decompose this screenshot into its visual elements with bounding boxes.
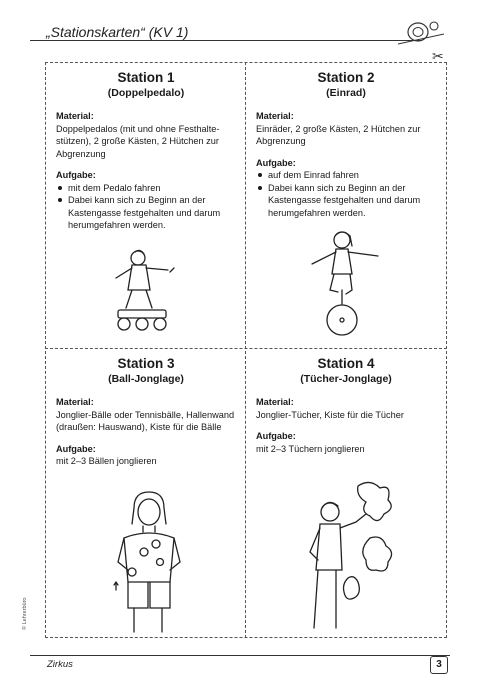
- card-subtitle: (Ball-Jonglage): [108, 373, 184, 385]
- material-text: Einräder, 2 große Kästen, 2 Hütchen zur Abgrenzung: [256, 123, 421, 146]
- copyright-note: © Lehrerbüro: [22, 597, 28, 630]
- pedalo-illustration: [108, 248, 188, 338]
- circus-logo-icon: [396, 14, 446, 48]
- ball-juggling-illustration: [104, 490, 194, 635]
- task-item: mit dem Pedalo fahren: [68, 182, 236, 195]
- task-label: Aufgabe:: [256, 157, 296, 168]
- material-text: Jonglier-Tücher, Kiste für die Tücher: [256, 409, 404, 420]
- material-text: Jonglier-Bälle oder Tennisbälle, Hallenwand (draußen: Hauswand), Kiste für die Bälle: [56, 409, 235, 432]
- task-item: auf dem Einrad fahren: [268, 169, 436, 182]
- card-subtitle: (Doppelpedalo): [107, 87, 185, 99]
- scarf-juggling-illustration: [296, 478, 400, 636]
- page-title: „Stationskarten“ (KV 1): [46, 24, 189, 40]
- material-label: Material:: [256, 397, 294, 407]
- task-item: Dabei kann sich zu Beginn an der Kastengasse festgehalten und darum herumgefahren werden.: [68, 194, 236, 232]
- page-number: 3: [430, 656, 448, 674]
- card-title: Station 4: [317, 356, 375, 371]
- task-text: mit 2–3 Tüchern jonglieren: [256, 443, 365, 454]
- station-card-4: [250, 356, 442, 464]
- cut-line-vertical: [245, 62, 246, 638]
- task-label: Aufgabe:: [56, 170, 96, 180]
- material-label: Material:: [56, 397, 94, 407]
- card-title: Station 3: [117, 356, 175, 371]
- card-title: Station 2: [317, 70, 375, 85]
- station-card-2: [250, 70, 442, 228]
- footer-rule: [30, 655, 450, 656]
- task-item: Dabei kann sich zu Beginn an der Kastengasse festgehalten und darum herumgefahren werden.: [268, 182, 436, 220]
- task-label: Aufgabe:: [56, 443, 96, 454]
- header-rule: [30, 40, 422, 41]
- task-text: mit 2–3 Bällen jonglieren: [56, 456, 157, 466]
- card-subtitle: (Tücher-Jonglage): [300, 373, 392, 385]
- card-title: Station 1: [117, 70, 175, 85]
- cut-line-horizontal: [45, 348, 447, 349]
- unicycle-illustration: [300, 228, 390, 343]
- material-label: Material:: [256, 111, 294, 121]
- scissors-icon: ✂: [432, 48, 444, 64]
- station-card-1: [50, 70, 242, 241]
- material-text: Doppelpedalos (mit und ohne Festhalte-stützen), 2 große Kästen, 2 Hütchen zur Abgrenzung: [56, 123, 220, 159]
- task-label: Aufgabe:: [256, 431, 296, 441]
- card-subtitle: (Einrad): [326, 87, 366, 99]
- footer-subject: Zirkus: [47, 659, 73, 670]
- material-label: Material:: [56, 111, 94, 121]
- station-card-3: [50, 356, 242, 477]
